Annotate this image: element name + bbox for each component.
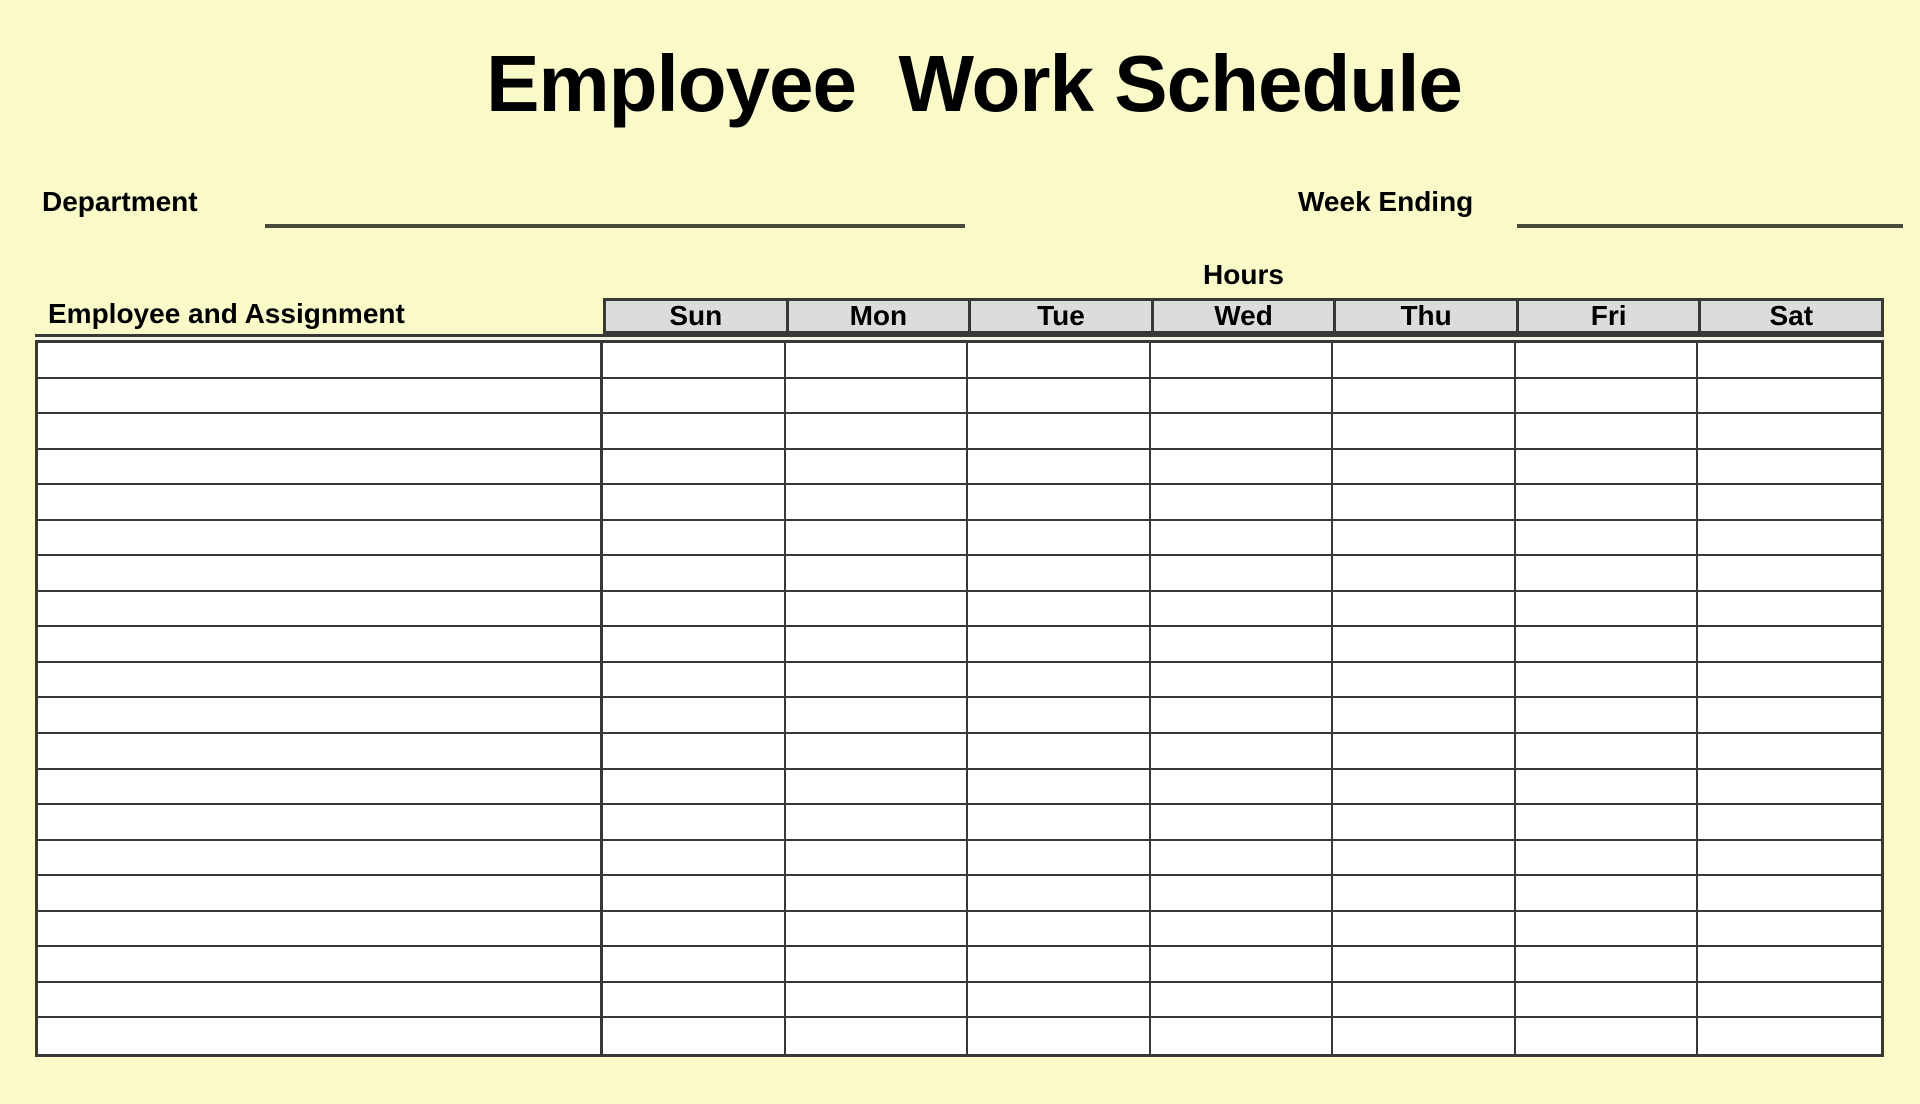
hours-cell-fri[interactable]	[1516, 805, 1699, 841]
hours-cell-mon[interactable]	[786, 770, 969, 806]
hours-cell-mon[interactable]	[786, 947, 969, 983]
hours-cell-thu[interactable]	[1333, 698, 1516, 734]
hours-cell-thu[interactable]	[1333, 450, 1516, 486]
hours-cell-mon[interactable]	[786, 521, 969, 557]
hours-cell-thu[interactable]	[1333, 592, 1516, 628]
hours-cell-tue[interactable]	[968, 1018, 1151, 1054]
hours-cell-fri[interactable]	[1516, 379, 1699, 415]
hours-cell-sat[interactable]	[1698, 592, 1881, 628]
department-label: Department	[42, 186, 198, 217]
hours-cell-sun[interactable]	[603, 805, 786, 841]
hours-cell-mon[interactable]	[786, 556, 969, 592]
hours-cell-thu[interactable]	[1333, 414, 1516, 450]
hours-cell-sun[interactable]	[603, 485, 786, 521]
employee-assignment-cell[interactable]	[38, 414, 603, 450]
hours-cell-mon[interactable]	[786, 450, 969, 486]
hours-cell-sun[interactable]	[603, 450, 786, 486]
day-header-tue: Tue	[968, 298, 1151, 334]
employee-assignment-cell[interactable]	[38, 841, 603, 877]
hours-cell-mon[interactable]	[786, 414, 969, 450]
hours-cell-thu[interactable]	[1333, 912, 1516, 948]
hours-cell-fri[interactable]	[1516, 947, 1699, 983]
hours-cell-sat[interactable]	[1698, 841, 1881, 877]
hours-cell-sun[interactable]	[603, 379, 786, 415]
hours-cell-thu[interactable]	[1333, 876, 1516, 912]
employee-assignment-cell[interactable]	[38, 343, 603, 379]
hours-cell-wed[interactable]	[1151, 983, 1334, 1019]
hours-cell-sun[interactable]	[603, 841, 786, 877]
employee-assignment-cell[interactable]	[38, 592, 603, 628]
hours-cell-thu[interactable]	[1333, 556, 1516, 592]
employee-assignment-cell[interactable]	[38, 450, 603, 486]
hours-cell-thu[interactable]	[1333, 627, 1516, 663]
employee-assignment-cell[interactable]	[38, 698, 603, 734]
hours-cell-thu[interactable]	[1333, 841, 1516, 877]
hours-cell-sun[interactable]	[603, 983, 786, 1019]
employee-assignment-cell[interactable]	[38, 770, 603, 806]
hours-cell-wed[interactable]	[1151, 556, 1334, 592]
day-header-thu: Thu	[1333, 298, 1516, 334]
hours-cell-thu[interactable]	[1333, 770, 1516, 806]
hours-cell-fri[interactable]	[1516, 343, 1699, 379]
employee-assignment-cell[interactable]	[38, 912, 603, 948]
hours-cell-fri[interactable]	[1516, 592, 1699, 628]
page-title: Employee Work Schedule	[486, 39, 1462, 128]
employee-assignment-cell[interactable]	[38, 556, 603, 592]
hours-cell-sun[interactable]	[603, 343, 786, 379]
hours-cell-sun[interactable]	[603, 734, 786, 770]
hours-cell-thu[interactable]	[1333, 947, 1516, 983]
hours-cell-sat[interactable]	[1698, 734, 1881, 770]
day-header-sat: Sat	[1698, 298, 1884, 334]
hours-cell-fri[interactable]	[1516, 876, 1699, 912]
hours-cell-wed[interactable]	[1151, 698, 1334, 734]
hours-cell-tue[interactable]	[968, 876, 1151, 912]
employee-assignment-cell[interactable]	[38, 379, 603, 415]
employee-assignment-cell[interactable]	[38, 521, 603, 557]
employee-assignment-cell[interactable]	[38, 485, 603, 521]
week-ending-input-line[interactable]	[1517, 224, 1903, 228]
hours-cell-sun[interactable]	[603, 698, 786, 734]
hours-cell-mon[interactable]	[786, 734, 969, 770]
hours-cell-wed[interactable]	[1151, 627, 1334, 663]
hours-cell-mon[interactable]	[786, 841, 969, 877]
hours-cell-fri[interactable]	[1516, 556, 1699, 592]
hours-cell-fri[interactable]	[1516, 770, 1699, 806]
hours-cell-wed[interactable]	[1151, 521, 1334, 557]
hours-cell-fri[interactable]	[1516, 1018, 1699, 1054]
hours-cell-wed[interactable]	[1151, 912, 1334, 948]
hours-cell-wed[interactable]	[1151, 734, 1334, 770]
hours-cell-sun[interactable]	[603, 556, 786, 592]
hours-cell-wed[interactable]	[1151, 450, 1334, 486]
hours-cell-sat[interactable]	[1698, 912, 1881, 948]
day-header-wed: Wed	[1151, 298, 1334, 334]
hours-cell-sun[interactable]	[603, 592, 786, 628]
hours-cell-sat[interactable]	[1698, 876, 1881, 912]
day-header-row	[603, 298, 1884, 334]
hours-cell-tue[interactable]	[968, 414, 1151, 450]
hours-cell-tue[interactable]	[968, 663, 1151, 699]
hours-cell-fri[interactable]	[1516, 485, 1699, 521]
hours-cell-tue[interactable]	[968, 556, 1151, 592]
hours-cell-sun[interactable]	[603, 627, 786, 663]
hours-cell-fri[interactable]	[1516, 663, 1699, 699]
hours-cell-tue[interactable]	[968, 627, 1151, 663]
hours-cell-sun[interactable]	[603, 770, 786, 806]
hours-cell-tue[interactable]	[968, 770, 1151, 806]
hours-cell-sat[interactable]	[1698, 1018, 1881, 1054]
hours-cell-sun[interactable]	[603, 947, 786, 983]
hours-cell-thu[interactable]	[1333, 379, 1516, 415]
employee-assignment-cell[interactable]	[38, 734, 603, 770]
day-header-fri: Fri	[1516, 298, 1699, 334]
hours-cell-sat[interactable]	[1698, 450, 1881, 486]
hours-cell-sat[interactable]	[1698, 663, 1881, 699]
employee-assignment-header: Employee and Assignment	[48, 298, 405, 329]
hours-cell-mon[interactable]	[786, 627, 969, 663]
hours-cell-tue[interactable]	[968, 912, 1151, 948]
hours-cell-fri[interactable]	[1516, 698, 1699, 734]
hours-cell-wed[interactable]	[1151, 805, 1334, 841]
hours-cell-wed[interactable]	[1151, 414, 1334, 450]
hours-cell-sat[interactable]	[1698, 414, 1881, 450]
hours-cell-wed[interactable]	[1151, 841, 1334, 877]
hours-cell-mon[interactable]	[786, 983, 969, 1019]
day-header-mon: Mon	[786, 298, 969, 334]
hours-cell-fri[interactable]	[1516, 521, 1699, 557]
hours-cell-sat[interactable]	[1698, 485, 1881, 521]
hours-cell-tue[interactable]	[968, 450, 1151, 486]
hours-cell-mon[interactable]	[786, 663, 969, 699]
hours-cell-mon[interactable]	[786, 698, 969, 734]
employee-assignment-cell[interactable]	[38, 663, 603, 699]
hours-cell-fri[interactable]	[1516, 983, 1699, 1019]
employee-assignment-cell[interactable]	[38, 805, 603, 841]
hours-cell-fri[interactable]	[1516, 912, 1699, 948]
hours-cell-sat[interactable]	[1698, 805, 1881, 841]
hours-cell-wed[interactable]	[1151, 770, 1334, 806]
hours-cell-sat[interactable]	[1698, 379, 1881, 415]
hours-cell-thu[interactable]	[1333, 1018, 1516, 1054]
hours-cell-tue[interactable]	[968, 841, 1151, 877]
hours-cell-tue[interactable]	[968, 521, 1151, 557]
hours-cell-sat[interactable]	[1698, 698, 1881, 734]
hours-cell-thu[interactable]	[1333, 521, 1516, 557]
hours-cell-sat[interactable]	[1698, 947, 1881, 983]
hours-cell-thu[interactable]	[1333, 983, 1516, 1019]
hours-cell-sun[interactable]	[603, 414, 786, 450]
hours-cell-sat[interactable]	[1698, 770, 1881, 806]
hours-cell-wed[interactable]	[1151, 592, 1334, 628]
employee-assignment-cell[interactable]	[38, 627, 603, 663]
hours-cell-mon[interactable]	[786, 912, 969, 948]
hours-cell-sun[interactable]	[603, 521, 786, 557]
hours-cell-tue[interactable]	[968, 592, 1151, 628]
employee-assignment-cell[interactable]	[38, 947, 603, 983]
hours-cell-mon[interactable]	[786, 379, 969, 415]
hours-cell-thu[interactable]	[1333, 343, 1516, 379]
employee-assignment-cell[interactable]	[38, 1018, 603, 1054]
hours-cell-fri[interactable]	[1516, 734, 1699, 770]
schedule-grid	[35, 343, 1884, 1057]
hours-cell-mon[interactable]	[786, 805, 969, 841]
day-header-sun: Sun	[603, 298, 786, 334]
hours-cell-wed[interactable]	[1151, 485, 1334, 521]
hours-cell-sat[interactable]	[1698, 627, 1881, 663]
hours-cell-fri[interactable]	[1516, 841, 1699, 877]
hours-cell-sun[interactable]	[603, 912, 786, 948]
hours-cell-sun[interactable]	[603, 1018, 786, 1054]
hours-cell-tue[interactable]	[968, 734, 1151, 770]
hours-cell-thu[interactable]	[1333, 485, 1516, 521]
hours-cell-thu[interactable]	[1333, 734, 1516, 770]
hours-cell-wed[interactable]	[1151, 379, 1334, 415]
hours-cell-mon[interactable]	[786, 592, 969, 628]
hours-cell-sat[interactable]	[1698, 983, 1881, 1019]
hours-cell-thu[interactable]	[1333, 663, 1516, 699]
hours-cell-tue[interactable]	[968, 983, 1151, 1019]
hours-cell-wed[interactable]	[1151, 876, 1334, 912]
hours-cell-sun[interactable]	[603, 663, 786, 699]
hours-cell-sat[interactable]	[1698, 556, 1881, 592]
hours-cell-mon[interactable]	[786, 485, 969, 521]
hours-cell-tue[interactable]	[968, 343, 1151, 379]
hours-cell-tue[interactable]	[968, 805, 1151, 841]
hours-cell-sun[interactable]	[603, 876, 786, 912]
hours-cell-wed[interactable]	[1151, 1018, 1334, 1054]
hours-cell-fri[interactable]	[1516, 627, 1699, 663]
hours-cell-sat[interactable]	[1698, 343, 1881, 379]
hours-header: Hours	[1203, 259, 1284, 290]
hours-cell-fri[interactable]	[1516, 450, 1699, 486]
hours-cell-sat[interactable]	[1698, 521, 1881, 557]
hours-cell-thu[interactable]	[1333, 805, 1516, 841]
hours-cell-tue[interactable]	[968, 947, 1151, 983]
hours-cell-mon[interactable]	[786, 1018, 969, 1054]
hours-cell-tue[interactable]	[968, 698, 1151, 734]
department-input-line[interactable]	[265, 224, 965, 228]
employee-assignment-cell[interactable]	[38, 983, 603, 1019]
hours-cell-wed[interactable]	[1151, 343, 1334, 379]
header-divider	[35, 334, 1884, 343]
hours-cell-tue[interactable]	[968, 485, 1151, 521]
hours-cell-mon[interactable]	[786, 876, 969, 912]
hours-cell-wed[interactable]	[1151, 947, 1334, 983]
hours-cell-tue[interactable]	[968, 379, 1151, 415]
employee-assignment-cell[interactable]	[38, 876, 603, 912]
hours-cell-fri[interactable]	[1516, 414, 1699, 450]
week-ending-label: Week Ending	[1298, 186, 1474, 217]
hours-cell-mon[interactable]	[786, 343, 969, 379]
hours-cell-wed[interactable]	[1151, 663, 1334, 699]
